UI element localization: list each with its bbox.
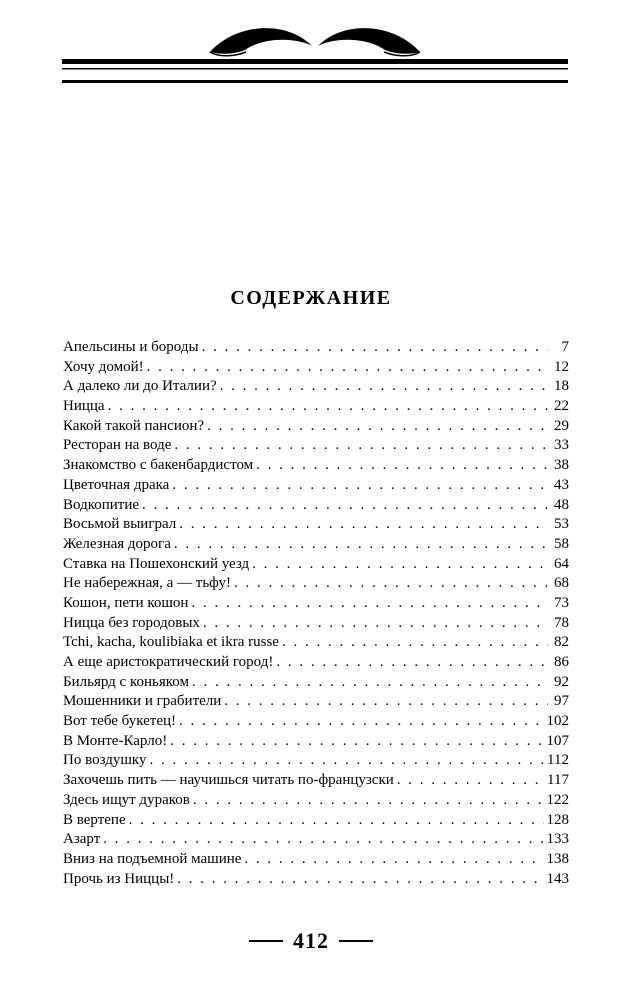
toc-entry-title: Ницца xyxy=(63,398,105,415)
toc-entry-page: 18 xyxy=(554,378,569,395)
toc-entry xyxy=(63,436,569,456)
toc-entry-page: 143 xyxy=(546,870,569,887)
toc-entry-page: 58 xyxy=(554,535,569,552)
dot-leader xyxy=(108,397,548,417)
toc-entry xyxy=(63,870,569,890)
toc-entry-page: 92 xyxy=(554,673,569,690)
toc-entry-page: 43 xyxy=(554,476,569,493)
toc-entry-page: 107 xyxy=(546,732,569,749)
dot-leader xyxy=(172,476,548,496)
toc-entry xyxy=(63,535,569,555)
toc-entry-title: Прочь из Ниццы! xyxy=(63,870,175,887)
toc-entry-page: 68 xyxy=(554,575,569,592)
toc-entry-title: Вот тебе букетец! xyxy=(63,713,177,730)
toc-entry-title: В вертепе xyxy=(63,811,126,828)
toc-entry-title: Кошон, пети кошон xyxy=(63,594,189,611)
toc-entry-page: 86 xyxy=(554,654,569,670)
toc-entry xyxy=(63,397,569,417)
toc-entry-title: Апельсины и бороды xyxy=(63,339,199,355)
dot-leader xyxy=(179,515,548,535)
toc-entry xyxy=(63,653,569,673)
toc-entry-page: 82 xyxy=(554,634,569,651)
dot-leader xyxy=(174,436,548,456)
toc-entry-page: 122 xyxy=(546,791,569,808)
dot-leader xyxy=(179,712,543,732)
toc-entry-page: 102 xyxy=(546,713,569,730)
dot-leader xyxy=(191,594,548,614)
header-rule-thick xyxy=(62,59,568,64)
toc-entry-title: Tchi, kacha, koulibiaka et ikra russe xyxy=(63,634,279,651)
dot-leader xyxy=(282,633,548,653)
toc-entry-title: Вниз на подъемной машине xyxy=(63,850,242,867)
toc-entry xyxy=(63,496,569,516)
toc-entry xyxy=(63,476,569,496)
toc-entry-page: 97 xyxy=(554,693,569,710)
toc-entry-title: Бильярд с коньяком xyxy=(63,673,189,690)
dot-leader xyxy=(256,456,548,476)
toc-entry xyxy=(63,732,569,752)
toc-entry-page: 64 xyxy=(554,555,569,572)
toc-list xyxy=(63,338,569,889)
toc-entry-page: 7 xyxy=(561,339,569,355)
dot-leader xyxy=(252,555,548,575)
toc-entry xyxy=(63,771,569,791)
toc-entry-title: Захочешь пить — научишься читать по-французски xyxy=(63,772,394,789)
toc-entry-title: А далеко ли до Италии? xyxy=(63,378,217,395)
toc-entry-page: 12 xyxy=(554,358,569,375)
toc-entry xyxy=(63,555,569,575)
page-number: 412 xyxy=(293,928,329,953)
toc-entry-title: А еще аристократический город! xyxy=(63,654,274,670)
footer-rule-right xyxy=(339,940,373,942)
dot-leader xyxy=(142,496,548,516)
dot-leader xyxy=(397,771,544,791)
dot-leader xyxy=(202,338,548,358)
toc-entry-page: 29 xyxy=(554,417,569,434)
toc-entry-page: 73 xyxy=(554,594,569,611)
toc-entry-page: 117 xyxy=(547,772,569,789)
toc-entry xyxy=(63,791,569,811)
toc-title: СОДЕРЖАНИЕ xyxy=(230,287,392,309)
toc-entry-title: Знакомство с бакенбардистом xyxy=(63,457,254,474)
toc-entry xyxy=(63,751,569,771)
toc-entry-title: Какой такой пансион? xyxy=(63,417,205,434)
dot-leader xyxy=(224,692,548,712)
toc-entry-title: В Монте-Карло! xyxy=(63,732,168,749)
toc-entry xyxy=(63,377,569,397)
toc-entry-title: Железная дорога xyxy=(63,535,171,552)
toc-entry-page: 22 xyxy=(554,398,569,415)
dot-leader xyxy=(149,751,544,771)
toc-entry-page: 38 xyxy=(554,457,569,474)
toc-entry-title: Мошенники и грабители xyxy=(63,693,222,710)
toc-entry-page: 128 xyxy=(546,811,569,828)
toc-entry xyxy=(63,712,569,732)
toc-entry-title: Ставка на Пошехонский уезд xyxy=(63,555,250,572)
toc-entry xyxy=(63,594,569,614)
dot-leader xyxy=(170,732,543,752)
toc-entry xyxy=(63,811,569,831)
toc-entry xyxy=(63,515,569,535)
dot-leader xyxy=(193,791,544,811)
dot-leader xyxy=(234,574,548,594)
toc-entry-page: 133 xyxy=(546,831,569,848)
header-rule-lower xyxy=(62,80,568,83)
toc-entry xyxy=(63,692,569,712)
toc-entry-page: 138 xyxy=(546,850,569,867)
dot-leader xyxy=(147,358,548,378)
toc-entry-title: По воздушку xyxy=(63,752,147,769)
toc-entry xyxy=(63,574,569,594)
toc-entry xyxy=(63,633,569,653)
dot-leader xyxy=(192,673,548,693)
header-rule-thin xyxy=(62,68,568,70)
toc-entry xyxy=(63,614,569,634)
dot-leader xyxy=(177,870,543,890)
toc-entry-page: 53 xyxy=(554,516,569,533)
header-ornament xyxy=(60,14,570,94)
toc-entry-page: 48 xyxy=(554,496,569,513)
toc-entry xyxy=(63,417,569,437)
toc-entry-title: Ресторан на воде xyxy=(63,437,172,454)
toc-entry-title: Не набережная, а — тьфу! xyxy=(63,575,232,592)
toc-entry-page: 112 xyxy=(547,752,569,769)
dot-leader xyxy=(174,535,548,555)
footer-rule-left xyxy=(249,940,283,942)
toc-entry xyxy=(63,830,569,850)
dot-leader xyxy=(103,830,543,850)
dot-leader xyxy=(220,377,548,397)
toc-entry-title: Восьмой выиграл xyxy=(63,516,177,533)
toc-entry-title: Хочу домой! xyxy=(63,358,144,375)
dot-leader xyxy=(276,653,548,673)
dot-leader xyxy=(203,614,548,634)
dot-leader xyxy=(244,850,543,870)
toc-entry xyxy=(63,850,569,870)
toc-entry-title: Водкопитие xyxy=(63,496,140,513)
dot-leader xyxy=(207,417,548,437)
toc-entry-page: 33 xyxy=(554,437,569,454)
dot-leader xyxy=(129,811,544,831)
toc-entry-title: Ницца без городовых xyxy=(63,614,200,631)
page-footer xyxy=(0,928,622,954)
toc-entry xyxy=(63,338,569,358)
toc-entry-title: Цветочная драка xyxy=(63,476,170,493)
toc-entry-page: 78 xyxy=(554,614,569,631)
toc-entry-title: Здесь ищут дураков xyxy=(63,791,190,808)
toc-entry xyxy=(63,358,569,378)
swirl-ornament-icon xyxy=(210,28,420,56)
toc-entry-title: Азарт xyxy=(63,831,101,848)
toc-entry xyxy=(63,673,569,693)
toc-entry xyxy=(63,456,569,476)
